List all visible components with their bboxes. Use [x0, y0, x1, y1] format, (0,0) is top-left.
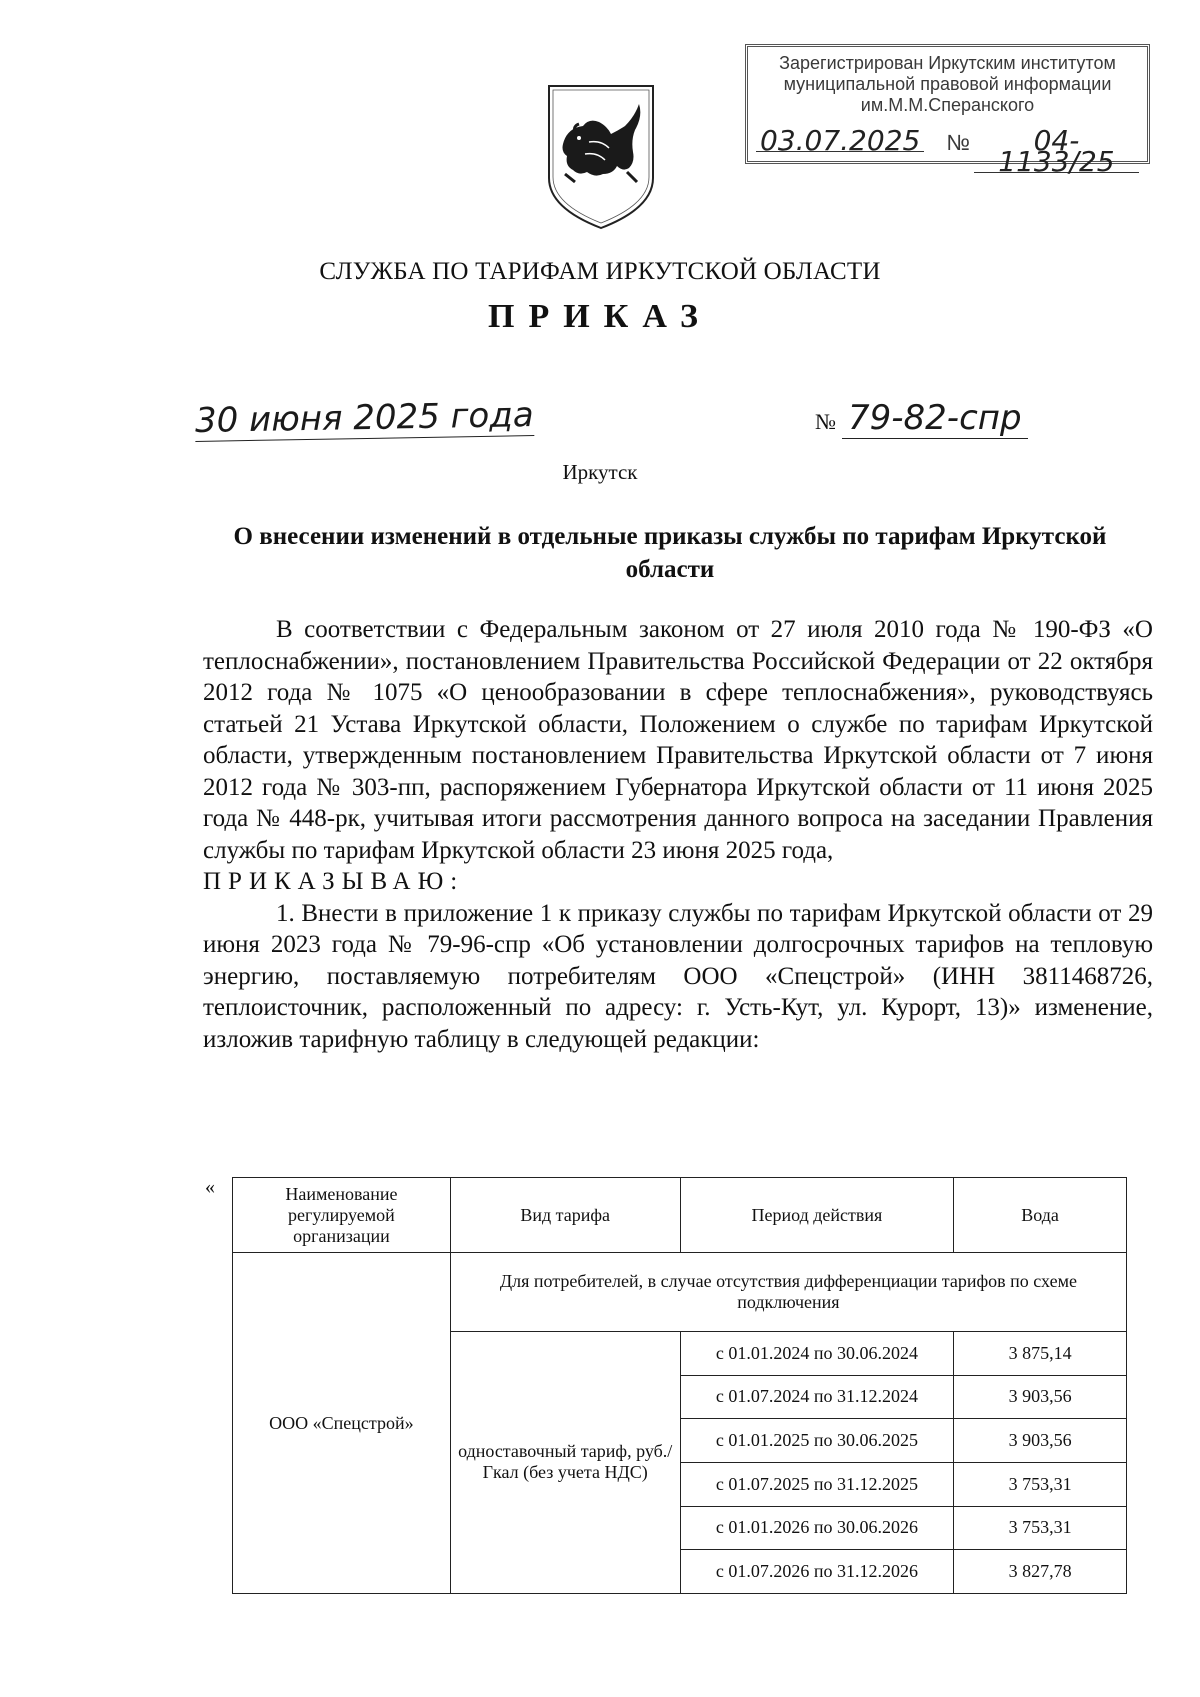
cell-organization: ООО «Спецстрой» [233, 1253, 451, 1594]
cell-value: 3 875,14 [954, 1331, 1127, 1375]
city: Иркутск [562, 460, 638, 484]
cell-section: Для потребителей, в случае отсутствия дифференциации тарифов по схеме подключения [450, 1253, 1126, 1332]
order-date: 30 июня 2025 года [194, 395, 534, 441]
order-number-block [815, 398, 1028, 439]
cell-period: с 01.07.2024 по 31.12.2024 [680, 1375, 954, 1419]
document-type: ПРИКАЗ [488, 298, 712, 335]
document-title: О внесении изменений в отдельные приказы службы по тарифам Иркутской области [233, 523, 1107, 583]
stamp-reg-date: 03.07.2025 [756, 130, 924, 152]
cell-period: с 01.07.2026 по 31.12.2026 [680, 1550, 954, 1594]
item-1: 1. Внести в приложение 1 к приказу службы по тарифам Иркутской области от 29 июня 2023 года № 79-96-спр «Об установлении долгосрочных тарифов на тепловую энергию, поставляемую потребителям ООО «Спецстрой» (ИНН 3811468726, теплоисточник, расположенный по адресу: г. Усть-Кут, ул. Курорт, 13)» изменение, изложив тарифную таблицу в следующей редакции: [203, 899, 1153, 1053]
stamp-line-2: муниципальной правовой информации [783, 74, 1112, 94]
stamp-line-1: Зарегистрирован Иркутским институтом [779, 53, 1116, 73]
order-number-sign: № [815, 409, 836, 434]
preamble: В соответствии с Федеральным законом от 27 июля 2010 года № 190-ФЗ «О теплоснабжении», постановлением Правительства Российской Федерации от 22 октября 2012 года № 1075 «О ценообразовании в сфере теплоснабжения», руководствуясь статьей 21 Устава Иркутской области, Положением о службе по тарифам Иркутской области, утвержденным постановлением Правительства Иркутской области от 7 июня 2012 года № 303-пп, распоряжением Губернатора Иркутской области от 11 июня 2025 года № 448-рк, учитывая итоги рассмотрения данного вопроса на заседании Правления службы по тарифам Иркутской области 23 июня 2025 года, [203, 616, 1153, 864]
stamp-registration [756, 124, 1139, 178]
table-header-row [233, 1178, 1127, 1253]
cell-period: с 01.01.2025 по 30.06.2025 [680, 1419, 954, 1463]
table-row [233, 1253, 1127, 1332]
tariff-table [232, 1177, 1127, 1594]
cell-value: 3 753,31 [954, 1506, 1127, 1550]
document-body [203, 614, 1153, 1055]
coat-of-arms-icon [545, 82, 657, 232]
cell-value: 3 903,56 [954, 1375, 1127, 1419]
stamp-reg-number: 04-1133/25 [974, 130, 1139, 173]
table-open-quote: « [205, 1176, 215, 1198]
cell-value: 3 827,78 [954, 1550, 1127, 1594]
header-organization: Наименование регулируемой организации [233, 1178, 451, 1253]
registration-stamp [745, 44, 1150, 178]
stamp-number-sign: № [946, 130, 970, 155]
cell-tariff-type: одноставочный тариф, руб./Гкал (без учета НДС) [450, 1331, 680, 1593]
cell-value: 3 903,56 [954, 1419, 1127, 1463]
stamp-line-3: им.М.М.Сперанского [860, 95, 1035, 115]
header-period: Период действия [680, 1178, 954, 1253]
cell-period: с 01.01.2026 по 30.06.2026 [680, 1506, 954, 1550]
organization-name: СЛУЖБА ПО ТАРИФАМ ИРКУТСКОЙ ОБЛАСТИ [319, 258, 881, 285]
cell-period: с 01.01.2024 по 30.06.2024 [680, 1331, 954, 1375]
order-word: ПРИКАЗЫВАЮ: [203, 868, 465, 895]
order-number: 79-82-спр [842, 398, 1028, 439]
cell-period: с 01.07.2025 по 31.12.2025 [680, 1462, 954, 1506]
header-tariff-type: Вид тарифа [450, 1178, 680, 1253]
header-water: Вода [954, 1178, 1127, 1253]
cell-value: 3 753,31 [954, 1462, 1127, 1506]
